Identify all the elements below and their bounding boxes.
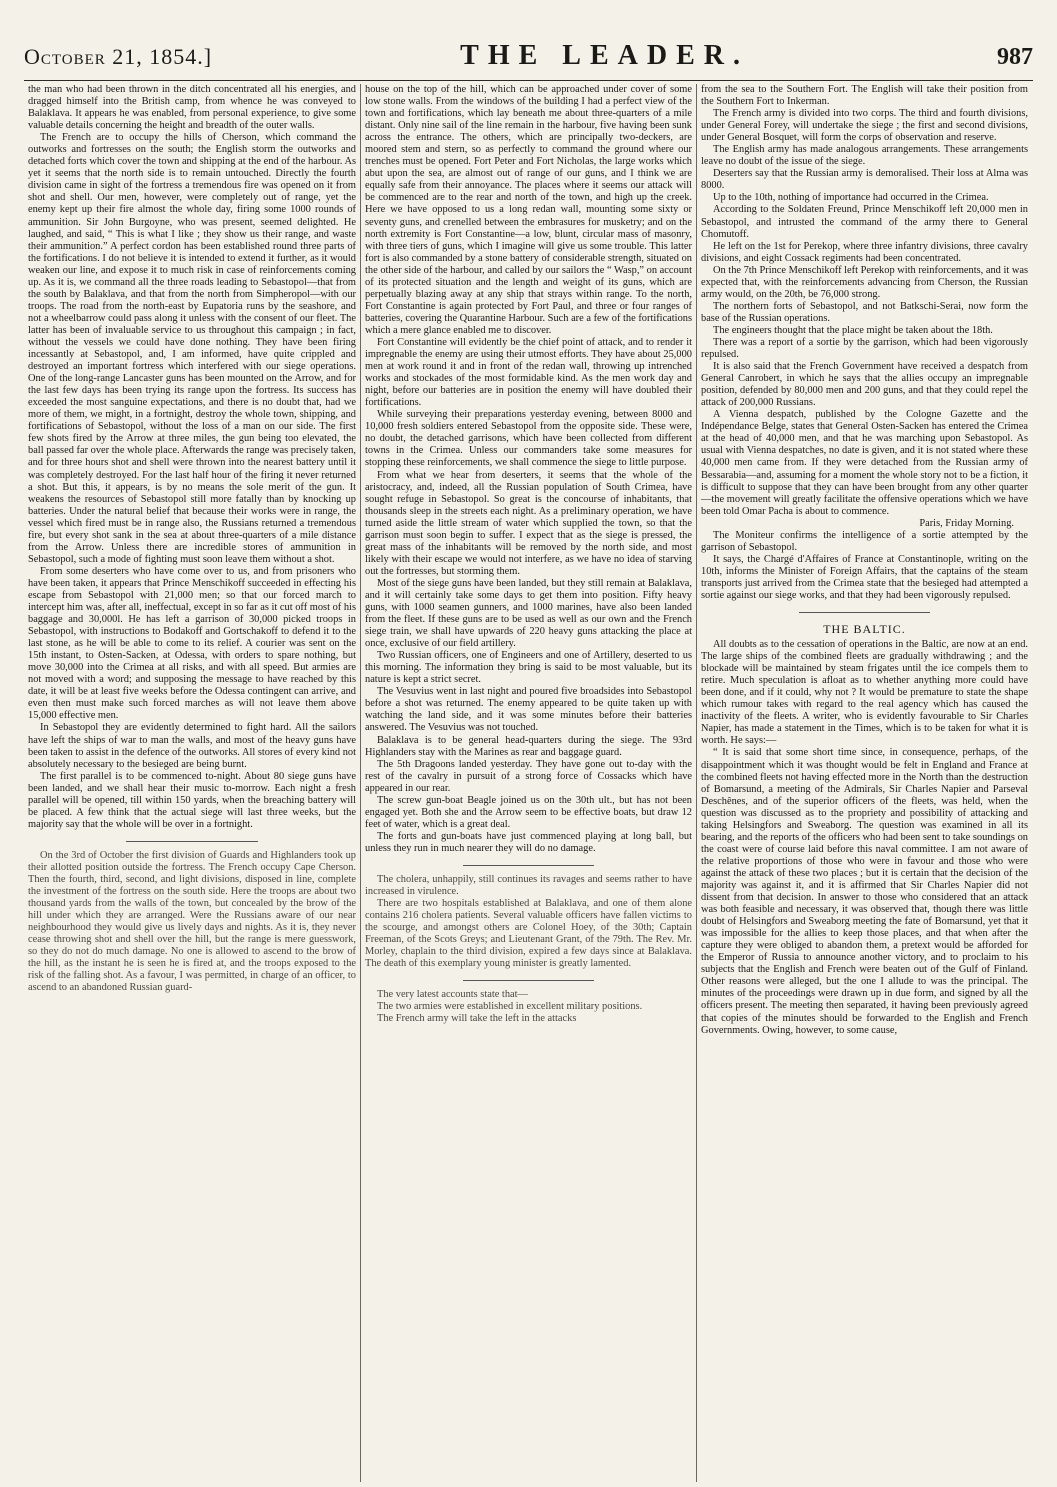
paragraph: Fort Constantine will evidently be the chief point of attack, and to render it impregnable the enemy are using their utmost efforts. They have about 25,000 men at work round it and in front of the redan wall, throwing up intrenched works and stockades of the most formidable kind. As the men work day and night, before our batteries are in position the enemy will have doubled their fortifications. (365, 336, 692, 409)
paragraph: The forts and gun-boats have just commenced playing at long ball, but unless they run in much nearer they will do no damage. (365, 830, 692, 854)
column-2 (360, 84, 696, 1482)
paragraph: In Sebastopol they are evidently determined to fight hard. All the sailors have left the ships of war to man the walls, and most of the heavy guns have been taken to assist in the defence of the outworks. All stores of every kind not absolutely necessary to the besieged are being burnt. (28, 722, 356, 770)
paragraph: The French army will take the left in the attacks (377, 1013, 577, 1025)
paragraph: Two Russian officers, one of Engineers and one of Artillery, deserted to us this morning. The information they bring is said to be most valuable, but its nature is kept a strict secret. (365, 650, 692, 686)
paragraph: The engineers thought that the place might be taken about the 18th. (713, 324, 993, 336)
paragraph: The first parallel is to be commenced to-night. About 80 siege guns have been landed, and we shall hear their music to-morrow. Each night a fresh parallel will be opened, till within 150 yards, when the breaching battery will be placed. A few think that the actual siege will last three weeks, but the majority say that the whole will be over in a fortnight. (28, 770, 356, 830)
paragraph: On the 7th Prince Menschikoff left Perekop with reinforcements, and it was expected that, with the reinforcements advancing from Cherson, the Russian army would, on the 20th, be 76,000 strong. (701, 264, 1028, 300)
paragraph: All doubts as to the cessation of operations in the Baltic, are now at an end. The large ships of the combined fleets are gradually withdrawing ; and the blockade will be maintained by steam frigates until the ice compels them to retire. Much speculation is afloat as to whether anything more could have been done, and if it could, why not ? It would be premature to state the shape which rumour takes with regard to the real agency which has caused the inactivity of the fleets. A writer, who is evidently favourable to Sir Charles Napier, has made a statement in the Times, which is to be taken for what it is worth. He says:— (701, 639, 1028, 747)
section-separator (463, 980, 594, 981)
paragraph: While surveying their preparations yesterday evening, between 8000 and 10,000 fresh soldiers entered Sebastopol from the opposite side. These were, no doubt, the detached garrisons, which have been collected from different towns in the Crimea. Unless our commanders take some measures for stopping these reinforcements, we shall commence the siege to little purpose. (365, 409, 692, 469)
paragraph: house on the top of the hill, which can be approached under cover of some low stone walls. From the windows of the building I had a perfect view of the town and fortifications, which lay beneath me about three-quarters of a mile distant. Only nine sail of the line remain in the harbour, five having been sunk across the entrance. The others, which are principally two-deckers, are moored stem and stern, so as perfectly to command the ground where our trenches must be opened. Fort Peter and Fort Nicholas, the large works which abut upon the sea, are almost out of range of our guns, and I think we are equally safe from their annoyance. The places where it seems our attack will be commenced are to the rear and north of the town, and high up the creek. Here we have opposed to us a long redan wall, mounting some sixty or seventy guns, and crenelled between the embrasures for musketry; and on the north extremity is Fort Constantine—a low, blunt, circular mass of masonry, with three tiers of guns, which I imagine will give us some trouble. This latter fort is also commanded by a stone battery of considerable strength, situated on the other side of the harbour, and called by our sailors the “ Wasp,” on account of its protected situation and the length and weight of its guns, which are perpetually blazing away at any ship that strays within range. To the north, Fort Constantine is again protected by Fort Paul, and three or four ranges of batteries, covering the Quarantine Harbour. Such are a few of the fortifications which a mere glance enabled me to discover. (365, 84, 692, 336)
paragraph: The 5th Dragoons landed yesterday. They have gone out to-day with the rest of the cavalry in pursuit of a strong force of Cossacks which have appeared in our rear. (365, 758, 692, 794)
paragraph: The French army is divided into two corps. The third and fourth divisions, under General Forey, will undertake the siege ; the first and second divisions, under General Bosquet, will form the corps of observation and reserve. (701, 108, 1028, 144)
paragraph: The English army has made analogous arrangements. These arrangements leave no doubt of the issue of the siege. (701, 144, 1028, 168)
paragraph: It is also said that the French Government have received a despatch from General Canrobert, in which he says that the allies occupy an impregnable position, defended by 80,000 men and 200 guns, and that they could repel the attack of 200,000 Russians. (701, 361, 1028, 409)
paragraph: The two armies were established in excellent military positions. (377, 1001, 643, 1013)
paragraph: From what we hear from deserters, it seems that the whole of the aristocracy, and, indeed, all the Russian population of South Crimea, have sought refuge in Sebastopol. So great is the concourse of inhabitants, that thousands sleep in the streets each night. As a preliminary operation, we have turned aside the little stream of water which supplied the town, so that the garrison must soon begin to suffer. I expect that as the siege is pressed, the great mass of the inhabitants will be removed by the north side, and most likely with their escape we would not interfere, as we have no idea of starving out the fortresses, but storming them. (365, 469, 692, 577)
paragraph: “ It is said that some short time since, in consequence, perhaps, of the disappointment which it was thought would be felt in England and France at the combined fleets not having effected more in the North than the destruction of Bomarsund, a meeting of the Admirals, Sir Charles Napier and Parseval Deschênes, and of the superior officers of the fleets, was held, when the question was discussed as to the propriety and possibility of attacking and taking Helsingfors and Sweaborg. The question was examined in all its bearing, and the reports of the officers who had been sent to take soundings on the coast were of course laid before this naval committee. I am not aware of the relative proportions of those who were in favour and those who were against the attack of these two places ; but it is certain that the decision of the majority was against it, and it is affirmed that Sir Charles Napier did not dissent from that decision. In answer to those who considered that an attack was both feasible and necessary, it was observed that, though there was little doubt of Helsingfors and Sweaborg meeting the fate of Bomarsund, yet that it was impossible for the allies to keep those places, and that when after the capture they were obliged to abandon them, a pretext would be afforded for the Emperor of Russia to announce another victory, and to proclaim to his subjects that the English and French were beaten out of the Gulf of Finland. Other reasons were alleged, but the one I allude to was the principal. The minutes of the proceedings were drawn up in due form, and signed by all the officers present. The meeting then separated, it having been previously agreed that copies of the minutes should be forwarded to the English and French Governments. Owing, however, to some cause, (701, 747, 1028, 1036)
page-number: 987 (996, 44, 1033, 70)
paragraph: The screw gun-boat Beagle joined us on the 30th ult., but has not been engaged yet. Both she and the Arrow seem to be effective boats, but draw 12 feet of water, which is a great deal. (365, 794, 692, 830)
header-rule (24, 80, 1033, 81)
paragraph: from the sea to the Southern Fort. The English will take their position from the Southern Fort to Inkerman. (701, 84, 1028, 108)
section-separator (799, 612, 930, 613)
paragraph: He left on the 1st for Perekop, where three infantry divisions, three cavalry divisions, and eight Cossack regiments had been concentrated. (701, 240, 1028, 264)
paragraph: The cholera, unhappily, still continues its ravages and seems rather to have increased in virulence. (365, 874, 692, 898)
section-separator (126, 841, 257, 842)
article-columns (24, 84, 1033, 1482)
newspaper-title: THE LEADER. (460, 40, 749, 71)
issue-date: October 21, 1854.] (24, 44, 213, 69)
paragraph: The very latest accounts state that— (377, 989, 528, 1001)
paragraph: Deserters say that the Russian army is demoralised. Their loss at Alma was 8000. (701, 168, 1028, 192)
paragraph: On the 3rd of October the first division of Guards and Highlanders took up their allotted position outside the fortress. The French occupy Cape Cherson. Then the fourth, third, second, and light divisions, disposed in line, complete the investment of the fortress on the south side. Here the troops are about two thousand yards from the walls of the town, but concealed by the brow of the hill under which they are arranged. Were the Russians aware of our near neighbourhood they would give us lively days and nights. As it is, they never cease throwing shot and shell over the hill, but the range is mere guesswork, so they do not do much damage. No one is allowed to ascend to the brow of the hill, as the instant he is seen he is fired at, and the troops exposed to the risk of the falling shot. As a favour, I was permitted, in charge of an officer, to ascend to an abandoned Russian guard- (28, 849, 356, 994)
paragraph: The northern forts of Sebastopol, and not Batkschi-Serai, now form the base of the Russian operations. (701, 300, 1028, 324)
paragraph: Balaklava is to be general head-quarters during the siege. The 93rd Highlanders stay with the Marines as rear and baggage guard. (365, 734, 692, 758)
dateline: Paris, Friday Morning. (919, 517, 1014, 529)
paragraph: Up to the 10th, nothing of importance had occurred in the Crimea. (713, 192, 989, 204)
paragraph: There was a report of a sortie by the garrison, which had been vigorously repulsed. (701, 336, 1028, 361)
column-3 (696, 84, 1032, 1482)
paragraph: According to the Soldaten Freund, Prince Menschikoff left 20,000 men in Sebastopol, and intrusted the command of the army there to General Chomutoff. (701, 204, 1028, 240)
masthead (24, 40, 1033, 80)
section-heading: THE BALTIC. (823, 622, 906, 637)
section-separator (463, 865, 594, 866)
paragraph: Most of the siege guns have been landed, but they still remain at Balaklava, and it will certainly take some days to get them into position. Fifty heavy guns, with 1000 seamen gunners, and 1000 marines, have also been landed from the fleet. If these guns are to be used as well as our own and the French siege train, we shall have upwards of 220 heavy guns attacking the place at once, exclusive of our field artillery. (365, 577, 692, 650)
paragraph: The Moniteur confirms the intelligence of a sortie attempted by the garrison of Sebastopol. (701, 529, 1028, 553)
paragraph: The Vesuvius went in last night and poured five broadsides into Sebastopol before a shot was returned. The enemy appeared to be quite taken up with watching the land side, and it was some minutes before their batteries answered. The Vesuvius was not touched. (365, 686, 692, 734)
paragraph: the man who had been thrown in the ditch concentrated all his energies, and dragged himself into the British camp, from whence he was conveyed to Balaklava. It appears he was enabled, from personal experience, to give some valuable details concerning the height and breadth of the outer walls. (28, 84, 356, 132)
paragraph: A Vienna despatch, published by the Cologne Gazette and the Indépendance Belge, states that General Osten-Sacken has entered the Crimea at the head of 40,000 men, and that he was marching upon Sebastopol. As usual with Vienna despatches, no date is given, and it is not stated where these 40,000 men came from. If they were detached from the Russian army of Bessarabia—and, assuming for a moment the whole story not to be a fiction, it is difficult to suppose that they can have been brought from any other quarter—the movement will greatly facilitate the offensive operations which we have been told Omar Pacha is about to commence. (701, 409, 1028, 517)
paragraph: It says, the Chargé d'Affaires of France at Constantinople, writing on the 10th, informs the Minister of Foreign Affairs, that the captains of the steam transports just arrived from the Crimea state that the besieged had attempted a sortie against our siege works, and that they had been vigorously repulsed. (701, 553, 1028, 601)
paragraph: From some deserters who have come over to us, and from prisoners who have been taken, it appears that Prince Menschikoff succeeded in effecting his escape from Sebastopol with 21,000 men; so that our forced march to intercept him was, after all, ineffectual, except in so far as it cut off most of his baggage and 30,000l. He has left a garrison of 30,000 picked troops in Sebastopol, with instructions to Bodakoff and Gortschakoff to defend it to the last stone, as he will be able to come to its relief. A courier was sent on the 15th instant, to Osten-Sacken, at Odessa, with orders to spare nothing, but move 30,000 into the Crimea at all risks, and with all speed. But armies are not moved with a word; and supposing the message to have reached by this date, it will be at least five weeks before the Odessa contingent can arrive, and even then must make such forced marches as will not leave them above 15,000 effective men. (28, 565, 356, 722)
paragraph: The French are to occupy the hills of Cherson, which command the outworks and fortresses on the south; the English storm the outworks and detached forts which cover the town and shipping at the end of the harbour. As yet it seems that the north side is to remain untouched. Directly the fourth division came in sight of the fortress a tremendous fire was opened on it from shot and shell. Our men, however, were completely out of range, yet the enemy kept up their fire almost the whole day, firing some 1000 rounds of ammunition. Sir John Burgoyne, who was present, seemed delighted. He laughed, and said, “ This is what I like ; they show us their range, and waste their ammunition.” A perfect cordon has been established round three parts of the fortifications. I do not believe it is intended to extend it further, as it would weaken our line, and expose it to much risk in case of reinforcements coming up. As it is, we command all the three roads leading to Sebastopol—that from the south by Balaklava, and that from the north from Simpheropol—with our troops. The road from the north-east by Eupatoria runs by the seashore, and not a wheelbarrow could pass along it unless with the consent of our fleet. The latter has been of invaluable service to us throughout this campaign ; in fact, without the vessels we could have done nothing. They have been firing incessantly at Sebastopol, and, I am informed, have quite crippled and destroyed an important fortress which interfered with our siege operations. One of the long-range Lancaster guns has been mounted on the Arrow, and for the last few days has been trying its range upon the fortress. Its success has exceeded the most sanguine expectations, and there is no doubt that, had we more of them, we might, in a fortnight, destroy the whole town, shipping, and fortifications of Sebastopol, without the loss of a man on our side. The first few shots fired by the Arrow at three miles, the gun being too elevated, the ball passed far over the whole place. Afterwards the range was precisely taken, and for three hours shot and shell were thrown into the nearest battery until it was completely destroyed. For the last half hour of the firing it never returned a shot. But this, it appears, is by no means the sole merit of the gun. It weakens the resources of Sebastopol still more fatally than by knocking up batteries. Under the natural belief that because their works were in range, the vessel which fired must be in range also, the Russians returned a tremendous fire, but every shot sank in the sea at about three-quarters of a mile distance from the Arrow. Unless there are incredible stores of ammunition in Sebastopol, such a mode of fighting must soon leave them without a shot. (28, 132, 356, 565)
column-1 (24, 84, 360, 1482)
paragraph: There are two hospitals established at Balaklava, and one of them alone contains 216 cholera patients. Several valuable officers have fallen victims to the scourge, and amongst others are Colonel Hoey, of the 30th; Captain Freeman, of the Scots Greys; and Lieutenant Grant, of the 79th. The Rev. Mr. Morley, chaplain to the third division, expired a few days since at Balaklava. The death of this exemplary young minister is greatly lamented. (365, 898, 692, 970)
